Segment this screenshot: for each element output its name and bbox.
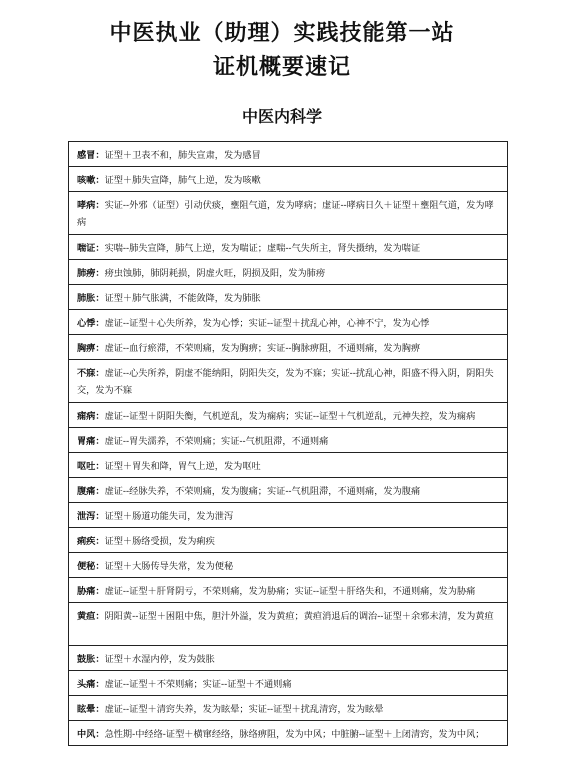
pathogenesis-text: 虚证--心失所养，阴虚不能纳阳，阴阳失交，发为不寐；实证--扰乱心神，阳盛不得入阴，阴阳失交，发为不寐 <box>77 368 494 396</box>
pathogenesis-text: 虚证--证型＋肝肾阴亏，不荣则痛，发为胁痛；实证--证型＋肝络失和，不通则痛，发为胁痛 <box>104 586 476 597</box>
disease-name: 肺胀： <box>77 293 105 304</box>
pathogenesis-text: 实证--外邪（证型）引动伏痰，壅阻气道，发为哮病；虚证--哮病日久＋证型＋壅阻气道，发为哮病 <box>77 200 494 228</box>
pathogenesis-text: 虚证--证型＋阴阳失衡，气机逆乱，发为痫病；实证--证型＋气机逆乱，元神失控，发为痫病 <box>104 411 476 422</box>
table-row <box>69 360 507 403</box>
table-row <box>69 310 507 335</box>
mnemonic-table <box>68 141 508 746</box>
table-row <box>69 285 507 310</box>
disease-name: 哮病： <box>77 200 105 211</box>
pathogenesis-text: 证型＋卫表不和，肺失宣肃，发为感冒 <box>104 150 261 161</box>
table-row <box>69 403 507 428</box>
disease-name: 不寐： <box>77 368 105 379</box>
disease-name: 心悸： <box>77 318 105 329</box>
table-row <box>69 553 507 578</box>
table-row <box>69 696 507 721</box>
pathogenesis-text: 证型＋肺失宣降，肺气上逆，发为咳嗽 <box>104 175 261 186</box>
disease-name: 胃痛： <box>77 436 105 447</box>
table-row <box>69 167 507 192</box>
disease-name: 腹痛： <box>77 486 105 497</box>
table-row <box>69 603 507 646</box>
disease-name: 呕吐： <box>77 461 105 472</box>
document-title: 中医执业（助理）实践技能第一站 <box>109 20 455 46</box>
pathogenesis-text: 急性期-中经络-证型＋横窜经络，脉络痹阻，发为中风；中脏腑--证型＋上闭清窍，发为中风； <box>104 729 485 740</box>
pathogenesis-text: 虚证--经脉失养，不荣则痛，发为腹痛；实证--气机阻滞，不通则痛，发为腹痛 <box>104 486 421 497</box>
disease-name: 黄疸： <box>77 611 105 622</box>
table-row <box>69 453 507 478</box>
table-row <box>69 528 507 553</box>
disease-name: 鼓胀： <box>77 654 105 665</box>
table-row <box>69 335 507 360</box>
pathogenesis-text: 实喘--肺失宣降，肺气上逆，发为喘证；虚喘--气失所主，肾失摄纳，发为喘证 <box>104 243 421 254</box>
pathogenesis-text: 证型＋肠道功能失司，发为泄泻 <box>104 511 234 522</box>
pathogenesis-text: 证型＋大肠传导失常，发为便秘 <box>104 561 234 572</box>
table-row <box>69 235 507 260</box>
pathogenesis-text: 虚证--证型＋清窍失养，发为眩晕；实证--证型＋扰乱清窍，发为眩晕 <box>104 704 384 715</box>
pathogenesis-text: 证型＋肠络受损，发为痢疾 <box>104 536 215 547</box>
document-subtitle: 证机概要速记 <box>212 54 351 80</box>
disease-name: 肺痨： <box>77 268 105 279</box>
pathogenesis-text: 证型＋肺气胀满，不能敛降，发为肺胀 <box>104 293 261 304</box>
table-row <box>69 428 507 453</box>
disease-name: 中风： <box>77 729 105 740</box>
pathogenesis-text: 虚证--证型＋不荣则痛；实证--证型＋不通则痛 <box>104 679 292 690</box>
disease-name: 胸痹： <box>77 343 105 354</box>
disease-name: 胁痛： <box>77 586 105 597</box>
table-row <box>69 671 507 696</box>
table-row <box>69 646 507 671</box>
disease-name: 喘证： <box>77 243 105 254</box>
disease-name: 感冒： <box>77 150 105 161</box>
table-row <box>69 260 507 285</box>
table-row <box>69 142 507 167</box>
disease-name: 头痛： <box>77 679 105 690</box>
table-row <box>69 503 507 528</box>
disease-name: 咳嗽： <box>77 175 105 186</box>
pathogenesis-text: 虚证--胃失濡养，不荣则痛；实证--气机阻滞，不通则痛 <box>104 436 329 447</box>
pathogenesis-text: 痨虫蚀肺，肺阴耗损，阴虚火旺，阴损及阳，发为肺痨 <box>104 268 326 279</box>
pathogenesis-text: 虚证--证型＋心失所养，发为心悸；实证--证型＋扰乱心神，心神不宁，发为心悸 <box>104 318 430 329</box>
pathogenesis-text: 证型＋水湿内停，发为鼓胀 <box>104 654 215 665</box>
disease-name: 泄泻： <box>77 511 105 522</box>
disease-name: 痫病： <box>77 411 105 422</box>
disease-name: 眩晕： <box>77 704 105 715</box>
table-row <box>69 478 507 503</box>
table-row <box>69 192 507 235</box>
pathogenesis-text: 证型＋胃失和降，胃气上逆，发为呕吐 <box>104 461 261 472</box>
disease-name: 便秘： <box>77 561 105 572</box>
section-heading: 中医内科学 <box>241 107 322 126</box>
table-row <box>69 578 507 603</box>
pathogenesis-text: 虚证--血行瘀滞，不荣则痛，发为胸痹；实证--胸脉痹阻，不通则痛，发为胸痹 <box>104 343 421 354</box>
table-row <box>69 721 507 746</box>
pathogenesis-text: 阴阳黄--证型＋困阻中焦，胆汁外溢，发为黄疸；黄疸消退后的调治--证型＋余邪未清，发为黄疸 <box>104 611 494 622</box>
disease-name: 痢疾： <box>77 536 105 547</box>
